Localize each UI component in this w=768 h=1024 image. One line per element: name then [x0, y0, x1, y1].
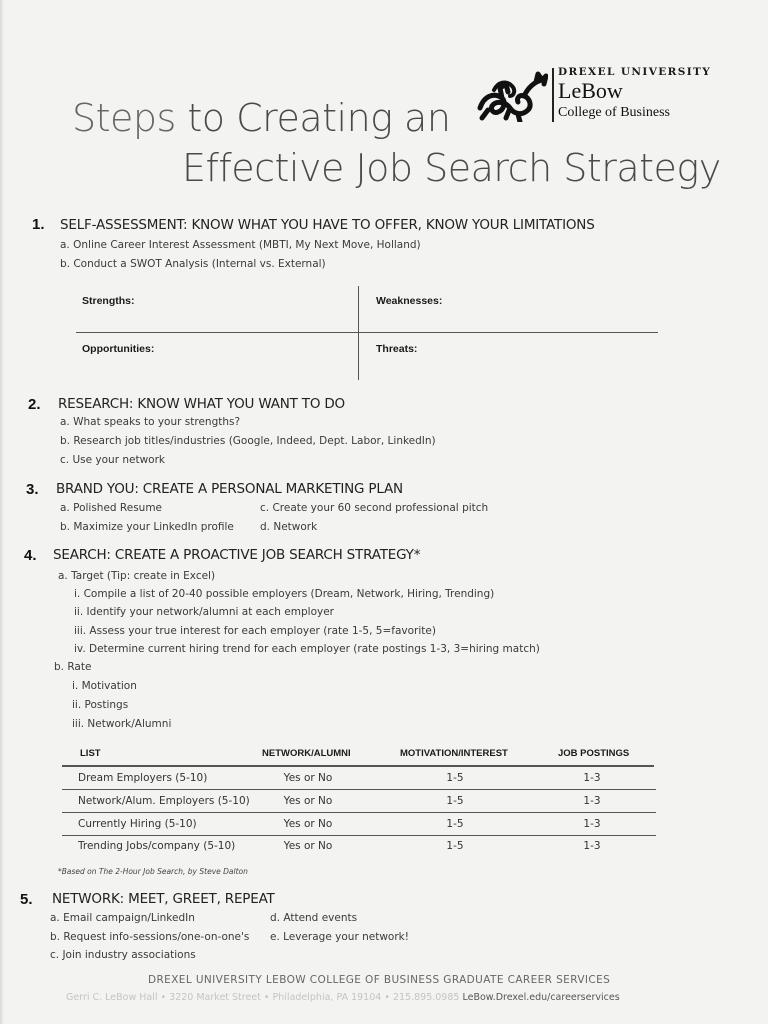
- section-1-item-b: b. Conduct a SWOT Analysis (Internal vs. External): [60, 258, 326, 270]
- section-1-item-a: a. Online Career Interest Assessment (MBTI, My Next Move, Holland): [60, 239, 421, 251]
- scan-edge: [0, 0, 4, 1024]
- swot-weaknesses-label: Weaknesses:: [376, 295, 443, 307]
- table-header-rule: [62, 765, 654, 767]
- table-row-rule: [62, 789, 656, 790]
- table-cell-list: Dream Employers (5-10): [78, 772, 208, 784]
- table-cell-postings: 1-3: [583, 840, 601, 852]
- section-4-a-label: a. Target (Tip: create in Excel): [58, 570, 216, 582]
- section-2-item-a: a. What speaks to your strengths?: [60, 416, 241, 428]
- table-cell-list: Network/Alum. Employers (5-10): [78, 795, 250, 807]
- section-3-item-a: a. Polished Resume: [60, 502, 163, 514]
- section-3-item-d: d. Network: [260, 521, 318, 533]
- section-3-item-b: b. Maximize your LinkedIn profile: [60, 521, 234, 533]
- section-2-item-b: b. Research job titles/industries (Google, Indeed, Dept. Labor, LinkedIn): [60, 435, 436, 447]
- section-1-number: 1.: [32, 216, 45, 233]
- table-cell-motivation: 1-5: [446, 840, 464, 852]
- table-cell-motivation: 1-5: [446, 818, 464, 830]
- logo-university: DREXEL UNIVERSITY: [558, 66, 712, 78]
- section-4-a-item-iv: iv. Determine current hiring trend for each employer (rate postings 1-3, 3=hiring match): [74, 643, 540, 655]
- section-4-a-item-iii: iii. Assess your true interest for each employer (rate 1-5, 5=favorite): [74, 625, 436, 637]
- logo-divider: [552, 68, 554, 122]
- section-4-number: 4.: [24, 547, 37, 564]
- table-row-rule: [62, 835, 656, 836]
- section-4-a-item-ii: ii. Identify your network/alumni at each employer: [74, 606, 334, 618]
- section-2-heading: RESEARCH: KNOW WHAT YOU WANT TO DO: [58, 396, 345, 412]
- table-header-motivation: MOTIVATION/INTEREST: [400, 748, 508, 759]
- table-cell-network: Yes or No: [283, 795, 333, 807]
- table-cell-motivation: 1-5: [446, 772, 464, 784]
- section-5-item-d: d. Attend events: [270, 912, 358, 924]
- table-row-rule: [62, 812, 656, 813]
- section-2-number: 2.: [28, 396, 41, 413]
- table-footnote: *Based on The 2-Hour Job Search, by Steve Dalton: [58, 867, 248, 876]
- section-4-a-item-i: i. Compile a list of 20-40 possible employers (Dream, Network, Hiring, Trending): [74, 588, 495, 600]
- section-4-b-item-ii: ii. Postings: [72, 699, 129, 711]
- swot-opportunities-label: Opportunities:: [82, 343, 155, 355]
- section-3-number: 3.: [26, 481, 39, 498]
- section-2-item-c: c. Use your network: [60, 454, 165, 466]
- section-5-number: 5.: [20, 891, 33, 908]
- table-cell-postings: 1-3: [583, 818, 601, 830]
- table-cell-postings: 1-3: [583, 795, 601, 807]
- section-4-heading: SEARCH: CREATE A PROACTIVE JOB SEARCH STRATEGY*: [53, 547, 421, 563]
- page-title-line-1: [72, 96, 450, 140]
- swot-vertical-divider: [358, 286, 359, 380]
- section-3-item-c: c. Create your 60 second professional pitch: [260, 502, 489, 514]
- section-1-heading: SELF-ASSESSMENT: KNOW WHAT YOU HAVE TO OFFER, KNOW YOUR LIMITATIONS: [60, 217, 595, 233]
- title-steps: Steps: [72, 96, 176, 140]
- swot-strengths-label: Strengths:: [82, 295, 135, 307]
- section-5-item-b: b. Request info-sessions/one-on-one's: [50, 931, 250, 943]
- logo-college: College of Business: [558, 105, 670, 120]
- swot-threats-label: Threats:: [376, 343, 418, 355]
- table-cell-postings: 1-3: [583, 772, 601, 784]
- section-5-item-a: a. Email campaign/LinkedIn: [50, 912, 195, 924]
- footer-address-line: [66, 992, 620, 1003]
- table-header-network: NETWORK/ALUMNI: [262, 748, 351, 759]
- table-header-postings: JOB POSTINGS: [558, 748, 630, 759]
- table-cell-network: Yes or No: [283, 840, 333, 852]
- footer-department: DREXEL UNIVERSITY LEBOW COLLEGE OF BUSINESS GRADUATE CAREER SERVICES: [148, 974, 611, 986]
- table-cell-network: Yes or No: [283, 818, 333, 830]
- page-title-line-2: Effective Job Search Strategy: [182, 146, 721, 190]
- table-header-list: LIST: [80, 748, 101, 759]
- section-5-item-e: e. Leverage your network!: [270, 931, 409, 943]
- section-3-heading: BRAND YOU: CREATE A PERSONAL MARKETING PLAN: [56, 481, 403, 497]
- logo-school: LeBow: [558, 78, 623, 103]
- footer-address: Gerri C. LeBow Hall • 3220 Market Street • Philadelphia, PA 19104 • 215.895.0985: [66, 992, 460, 1003]
- swot-horizontal-divider: [76, 332, 658, 333]
- table-cell-list: Currently Hiring (5-10): [78, 818, 197, 830]
- table-cell-motivation: 1-5: [446, 795, 464, 807]
- section-4-b-item-i: i. Motivation: [72, 680, 137, 692]
- table-cell-network: Yes or No: [283, 772, 333, 784]
- section-5-item-c: c. Join industry associations: [50, 949, 196, 961]
- dragon-icon: [476, 70, 548, 122]
- section-4-b-label: b. Rate: [54, 661, 92, 673]
- section-4-b-item-iii: iii. Network/Alumni: [72, 718, 172, 730]
- section-5-heading: NETWORK: MEET, GREET, REPEAT: [52, 891, 275, 907]
- title-rest: to Creating an: [175, 96, 451, 140]
- table-cell-list: Trending Jobs/company (5-10): [78, 840, 236, 852]
- footer-url: LeBow.Drexel.edu/careerservices: [462, 992, 620, 1003]
